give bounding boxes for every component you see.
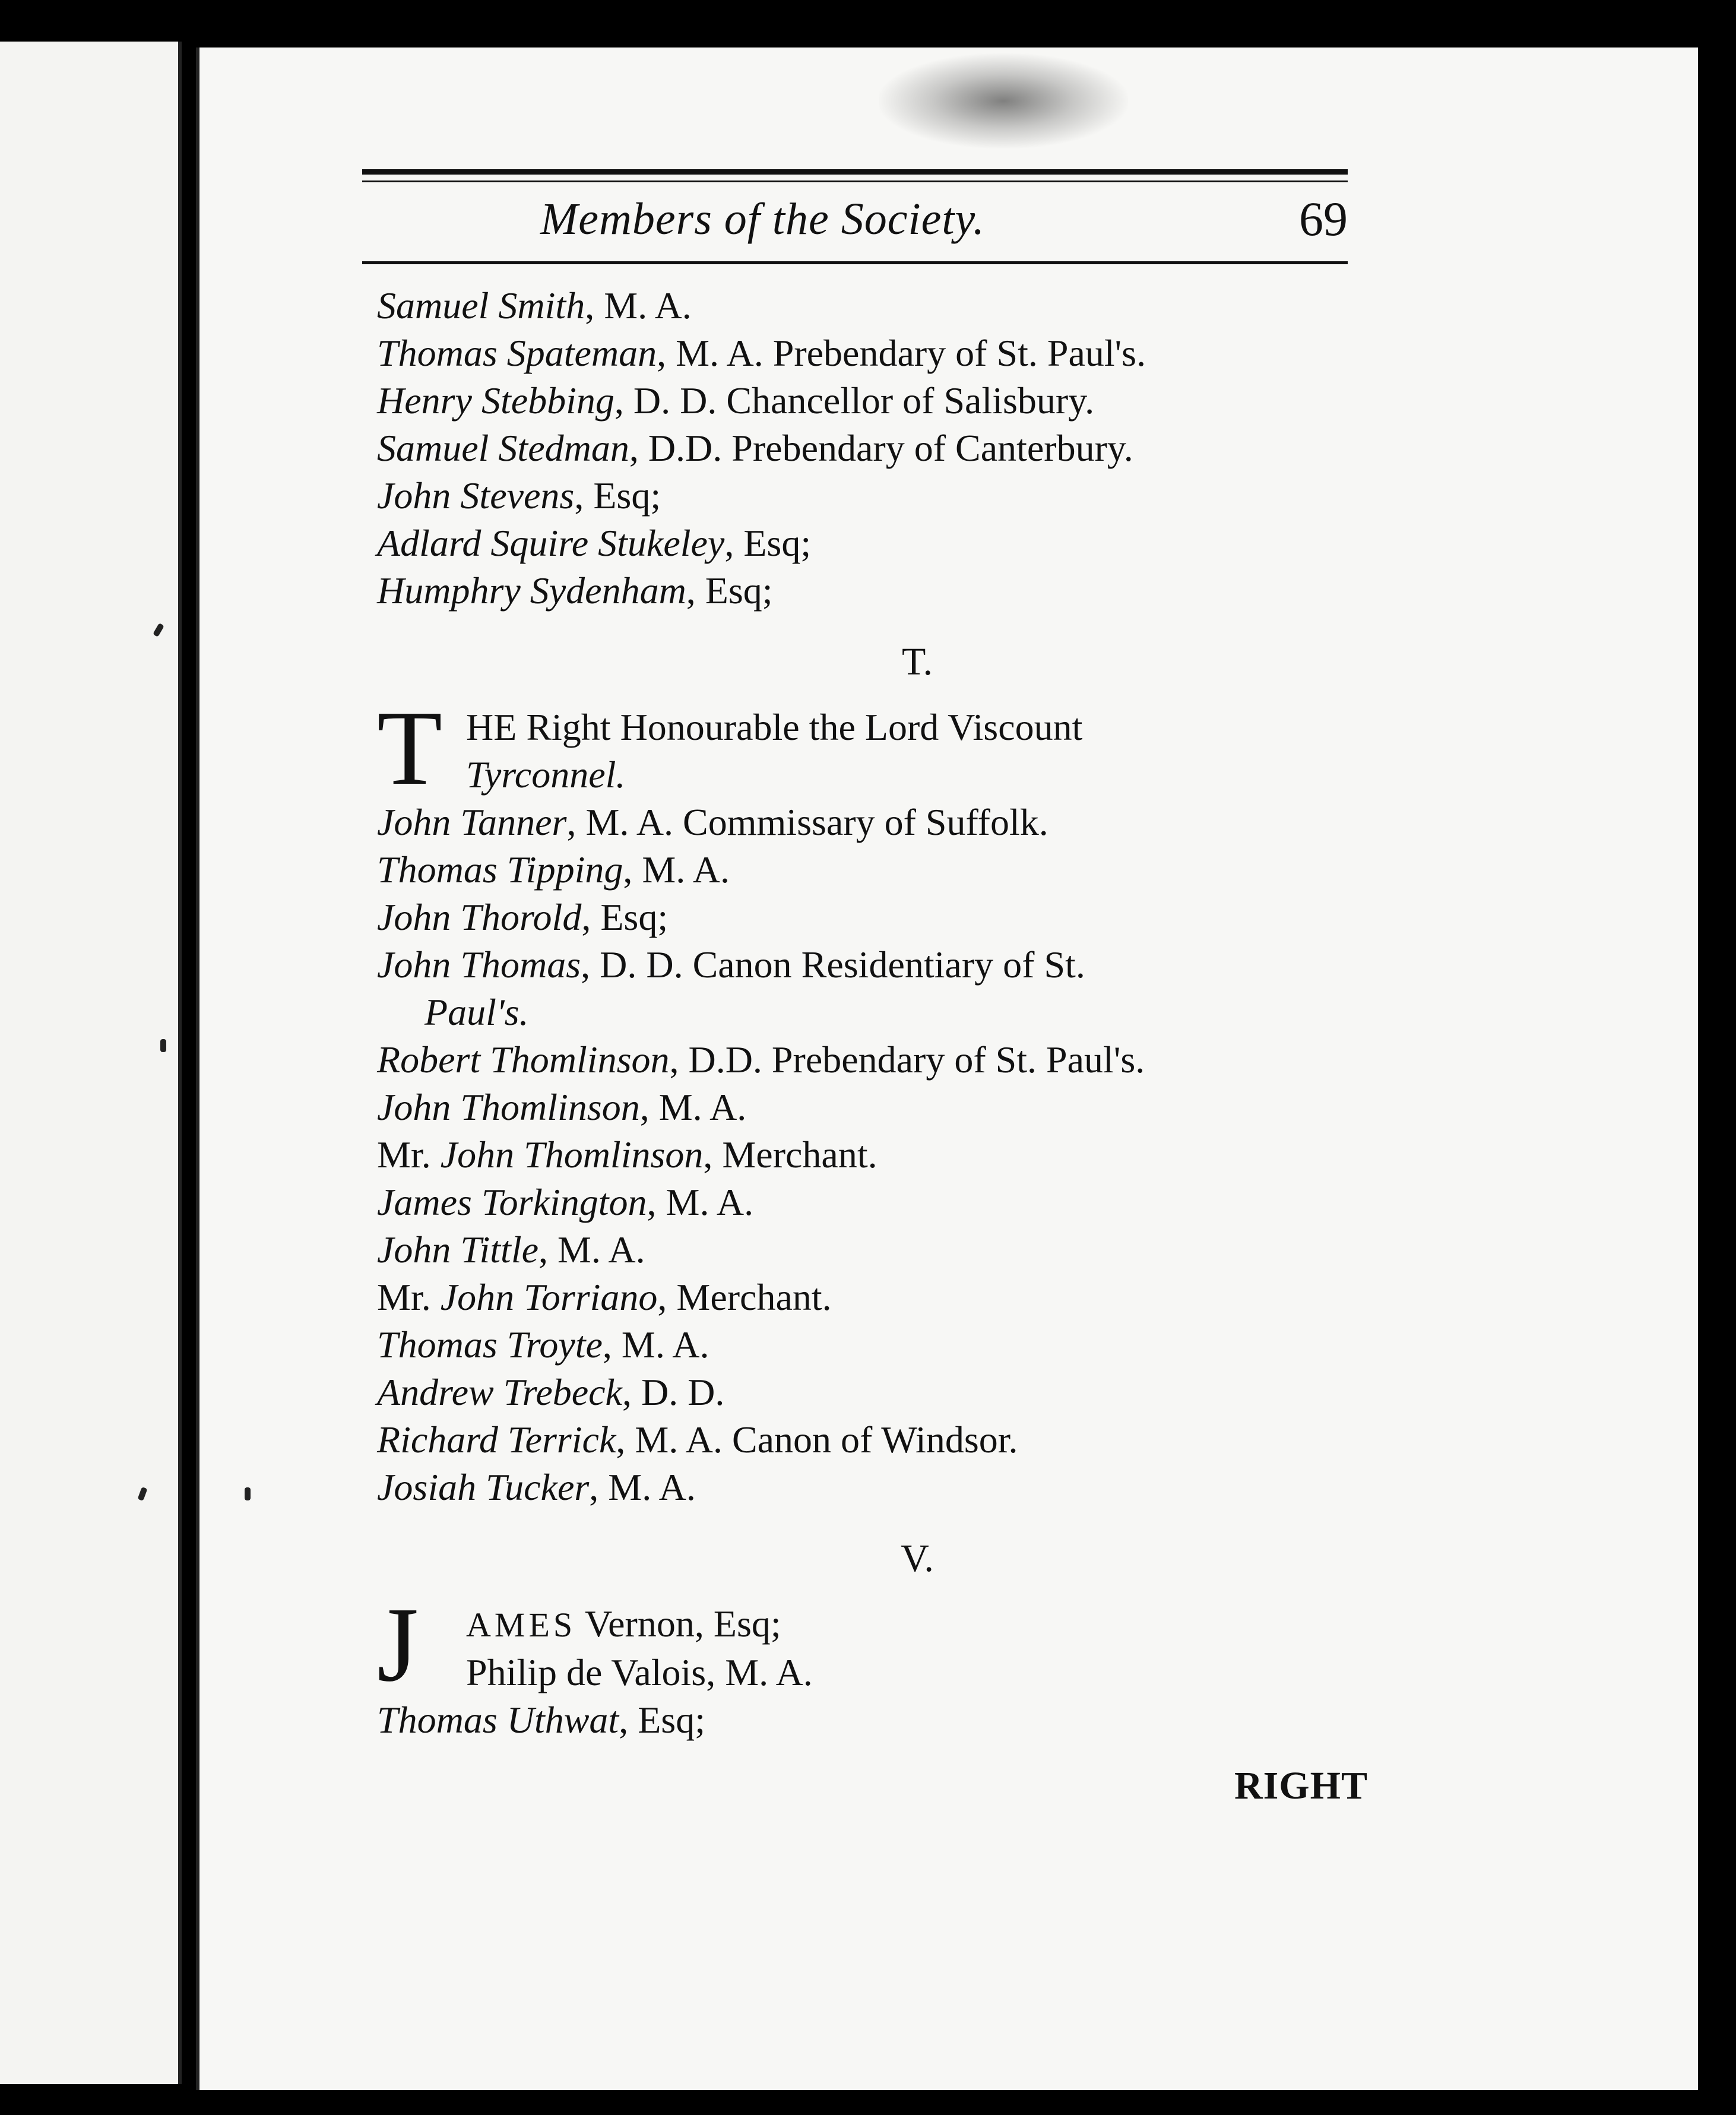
entry-details: , M. A. Canon of Windsor. [616,1419,1018,1461]
entry-name: John Torriano [440,1276,658,1318]
member-entry [377,1036,1410,1084]
page-number: 69 [1299,192,1348,246]
entry-second-line: Tyrconnel. [466,753,626,796]
dropcap-entry-v [377,1585,1410,1704]
entry-name: Robert Thomlinson [377,1038,670,1081]
entry-name: Thomas Troyte [377,1324,603,1366]
entry-continuation: Paul's. [425,991,529,1033]
drop-capital-t: T [377,689,442,807]
entry-name: John Stevens [377,474,575,517]
member-entry [377,894,1410,941]
margin-mark [160,1039,166,1052]
running-title: Members of the Society. [540,194,986,244]
member-entry [377,472,1410,520]
entry-details: , Esq; [619,1699,705,1741]
header-rule-top-thin [362,181,1348,182]
entry-name: John Thomlinson [440,1134,704,1176]
entry-name-rest: Vernon, Esq; [576,1603,781,1645]
entry-name: Humphry Sydenham [377,569,686,612]
entry-details: , M. A. [602,1324,709,1366]
member-entry [377,1464,1410,1511]
entry-name: Henry Stebbing [377,379,614,422]
member-list [377,282,1410,1744]
running-head [362,191,1348,257]
entry-details: , M. A. [538,1229,645,1271]
entry-first-line: HE Right Honourable the Lord Viscount [466,706,1083,748]
margin-mark [245,1487,251,1500]
entry-details: , Merchant. [703,1134,877,1176]
entry-details: , M. A. Prebendary of St. Paul's. [657,332,1146,374]
small-caps-name: AMES [466,1606,576,1644]
entry-details: , M. A. [589,1466,696,1508]
entry-name: Andrew Trebeck [377,1371,622,1413]
entry-name: John Tittle [377,1229,538,1271]
entry-first-line [466,1600,1410,1649]
entry-name: Thomas Spateman [377,332,657,374]
section-s-entries [377,282,1410,615]
entry-name: Samuel Stedman [377,427,629,469]
entry-name: Richard Terrick [377,1419,616,1461]
entry-details: , M. A. [639,1086,747,1128]
entry-second-line [466,1649,1410,1696]
entry-details: , D.D. Prebendary of Canterbury. [629,427,1133,469]
section-v-entries [377,1696,1410,1744]
entry-details: , D.D. Prebendary of St. Paul's. [669,1038,1145,1081]
entry-name: John Thomlinson [377,1086,640,1128]
member-entry [377,1084,1410,1131]
member-entry [377,1321,1410,1369]
entry-details: , D. D. Chancellor of Salisbury. [614,379,1095,422]
entry-name: James Torkington [377,1181,647,1223]
entry-details: , M. A. [706,1651,813,1693]
section-heading-v: V. [901,1537,934,1580]
entry-name: Philip de Valois [466,1651,707,1693]
entry-details: , D. D. [622,1371,725,1413]
entry-details: , Esq; [574,474,661,517]
member-entry [377,1131,1410,1179]
member-entry [377,425,1410,472]
header-rule-top [362,169,1348,175]
catchword: RIGHT [1234,1764,1368,1807]
entry-details: , M. A. Commissary of Suffolk. [566,801,1048,843]
member-entry [377,846,1410,894]
member-entry [377,941,1410,1036]
section-t-entries [377,799,1410,1511]
entry-name: Adlard Squire Stukeley [377,522,725,564]
member-entry [377,799,1410,846]
entry-prefix: Mr. [377,1276,441,1318]
entry-details: , M. A. [585,284,692,327]
entry-name: Thomas Tipping [377,848,623,891]
member-entry [377,1179,1410,1226]
member-entry [377,567,1410,615]
entry-name: John Thomas [377,943,581,986]
member-entry [377,1369,1410,1416]
header-rule-bottom [362,261,1348,264]
member-entry [377,1274,1410,1321]
member-entry [377,1226,1410,1274]
entry-name: Thomas Uthwat [377,1699,619,1741]
member-entry [377,330,1410,377]
entry-name: John Thorold [377,896,582,938]
entry-details: , Esq; [724,522,812,564]
dropcap-entry-t [377,689,1410,807]
drop-capital-j: J [377,1585,419,1704]
member-entry [377,520,1410,567]
member-entry [377,1416,1410,1464]
entry-name: John Tanner [377,801,567,843]
entry-details: , D. D. Canon Residentiary of St. [581,943,1085,986]
entry-details: , Esq; [686,569,773,612]
section-heading-t: T. [902,640,933,683]
member-entry [377,1696,1410,1744]
member-entry [377,377,1410,425]
entry-details: , Esq; [581,896,669,938]
ink-smudge [879,53,1128,148]
entry-prefix: Mr. [377,1134,441,1176]
entry-details: , Merchant. [657,1276,832,1318]
entry-details: , M. A. [623,848,730,891]
entry-name: Samuel Smith [377,284,585,327]
entry-name: Josiah Tucker [377,1466,590,1508]
facing-page-edge [0,42,182,2084]
member-entry [377,282,1410,330]
entry-details: , M. A. [647,1181,754,1223]
